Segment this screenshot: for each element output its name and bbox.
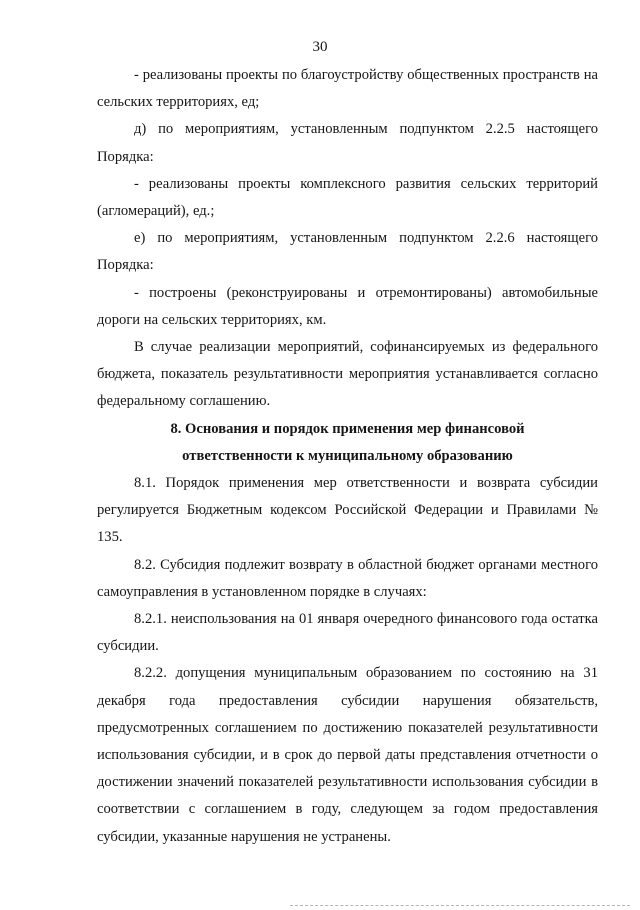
page-number: 30 <box>312 39 328 55</box>
paragraph-8-1: 8.1. Порядок применения мер ответственности и возврата субсидии регулируется Бюджетным кодексом Российской Федерации и Правилами № 135. <box>97 475 598 546</box>
paragraph: е) по мероприятиям, установленным подпунктом 2.2.6 настоящего Порядка: <box>97 230 598 274</box>
paragraph: - реализованы проекты по благоустройству общественных пространств на сельских территориях, ед; <box>97 67 598 111</box>
section-heading-line-1: 8. Основания и порядок применения мер финансовой <box>170 420 525 437</box>
section-heading <box>97 416 598 470</box>
paragraph-8-2-2: 8.2.2. допущения муниципальным образованием по состоянию на 31 декабря года предоставления субсидии нарушения обязательств, предусмотренных соглашением по достижению показателей результативности использования субсидии, и в срок до первой даты представления отчетности о достижении значений показателей результативности использования субсидии в соответствии с соглашением в году, следующем за годом предоставления субсидии, указанные нарушения не устранены. <box>97 665 598 845</box>
paragraph: - реализованы проекты комплексного развития сельских территорий (агломераций), ед.; <box>97 175 598 220</box>
bottom-divider <box>290 905 630 907</box>
paragraph: В случае реализации мероприятий, софинансируемых из федерального бюджета, показатель результативности мероприятия устанавливается согласно федеральному соглашению. <box>97 339 598 410</box>
paragraph-8-2-1: 8.2.1. неиспользования на 01 января очередного финансового года остатка субсидии. <box>97 611 598 655</box>
paragraph-8-2: 8.2. Субсидия подлежит возврату в областной бюджет органами местного самоуправления в установленном порядке в случаях: <box>97 556 598 600</box>
document-body <box>97 62 598 851</box>
section-heading-line-2: ответственности к муниципальному образованию <box>182 447 513 464</box>
paragraph: д) по мероприятиям, установленным подпунктом 2.2.5 настоящего Порядка: <box>97 121 598 165</box>
paragraph: - построены (реконструированы и отремонтированы) автомобильные дороги на сельских территориях, км. <box>97 284 598 328</box>
